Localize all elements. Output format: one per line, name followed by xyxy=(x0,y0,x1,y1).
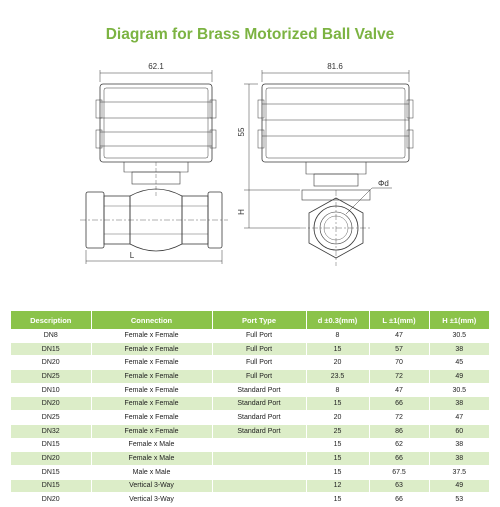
header-port-type: Port Type xyxy=(212,311,306,329)
table-row xyxy=(11,370,489,384)
cell-h: 38 xyxy=(429,397,489,411)
cell-d: 8 xyxy=(306,329,369,342)
cell-port-type: Standard Port xyxy=(212,424,306,438)
cell-description: DN25 xyxy=(11,370,91,384)
cell-d: 23.5 xyxy=(306,370,369,384)
cell-connection: Female x Male xyxy=(91,438,212,452)
cell-description: DN15 xyxy=(11,479,91,493)
table-row xyxy=(11,342,489,356)
header-h: H ±1(mm) xyxy=(429,311,489,329)
front-view xyxy=(80,70,228,264)
cell-l: 57 xyxy=(369,342,429,356)
cell-connection: Female x Female xyxy=(91,370,212,384)
dim-actuator-height: 55 xyxy=(237,127,246,137)
cell-l: 72 xyxy=(369,411,429,425)
cell-port-type: Standard Port xyxy=(212,383,306,397)
cell-connection: Male x Male xyxy=(91,465,212,479)
cell-l: 66 xyxy=(369,493,429,507)
cell-d: 20 xyxy=(306,411,369,425)
cell-connection: Vertical 3-Way xyxy=(91,479,212,493)
table-row xyxy=(11,411,489,425)
dim-front-width: 62.1 xyxy=(148,62,164,71)
spec-table xyxy=(11,311,489,507)
table-row xyxy=(11,329,489,342)
cell-h: 49 xyxy=(429,479,489,493)
cell-l: 67.5 xyxy=(369,465,429,479)
cell-port-type: Standard Port xyxy=(212,397,306,411)
cell-d: 25 xyxy=(306,424,369,438)
cell-description: DN20 xyxy=(11,356,91,370)
cell-connection: Female x Male xyxy=(91,452,212,466)
table-row xyxy=(11,356,489,370)
cell-l: 47 xyxy=(369,383,429,397)
cell-d: 15 xyxy=(306,452,369,466)
cell-connection: Female x Female xyxy=(91,383,212,397)
cell-d: 12 xyxy=(306,479,369,493)
cell-l: 86 xyxy=(369,424,429,438)
page-title: Diagram for Brass Motorized Ball Valve xyxy=(105,26,395,43)
cell-l: 62 xyxy=(369,438,429,452)
cell-connection: Female x Female xyxy=(91,411,212,425)
cell-l: 47 xyxy=(369,329,429,342)
cell-connection: Female x Female xyxy=(91,342,212,356)
cell-port-type: Full Port xyxy=(212,370,306,384)
cell-port-type xyxy=(212,479,306,493)
cell-l: 66 xyxy=(369,397,429,411)
cell-d: 8 xyxy=(306,383,369,397)
cell-l: 72 xyxy=(369,370,429,384)
cell-d: 15 xyxy=(306,465,369,479)
cell-port-type: Standard Port xyxy=(212,411,306,425)
dim-side-width: 81.6 xyxy=(327,62,343,71)
table-row xyxy=(11,479,489,493)
cell-d: 15 xyxy=(306,438,369,452)
cell-port-type: Full Port xyxy=(212,329,306,342)
cell-h: 30.5 xyxy=(429,383,489,397)
header-description: Description xyxy=(11,311,91,329)
cell-connection: Female x Female xyxy=(91,329,212,342)
cell-description: DN15 xyxy=(11,465,91,479)
cell-h: 37.5 xyxy=(429,465,489,479)
cell-connection: Female x Female xyxy=(91,424,212,438)
cell-h: 38 xyxy=(429,452,489,466)
cell-h: 30.5 xyxy=(429,329,489,342)
cell-h: 45 xyxy=(429,356,489,370)
valve-technical-drawing xyxy=(0,48,500,278)
cell-port-type xyxy=(212,452,306,466)
cell-h: 49 xyxy=(429,370,489,384)
cell-description: DN15 xyxy=(11,438,91,452)
cell-port-type xyxy=(212,465,306,479)
table-row xyxy=(11,452,489,466)
cell-connection: Female x Female xyxy=(91,356,212,370)
cell-description: DN20 xyxy=(11,397,91,411)
cell-h: 38 xyxy=(429,438,489,452)
cell-description: DN20 xyxy=(11,452,91,466)
cell-d: 15 xyxy=(306,397,369,411)
cell-h: 47 xyxy=(429,411,489,425)
cell-description: DN10 xyxy=(11,383,91,397)
cell-d: 15 xyxy=(306,493,369,507)
cell-connection: Vertical 3-Way xyxy=(91,493,212,507)
cell-description: DN20 xyxy=(11,493,91,507)
cell-h: 38 xyxy=(429,342,489,356)
table-row xyxy=(11,438,489,452)
side-view xyxy=(244,70,413,266)
dim-height: H xyxy=(237,209,246,215)
cell-description: DN15 xyxy=(11,342,91,356)
cell-description: DN25 xyxy=(11,411,91,425)
cell-h: 53 xyxy=(429,493,489,507)
cell-port-type: Full Port xyxy=(212,356,306,370)
cell-h: 60 xyxy=(429,424,489,438)
cell-connection: Female x Female xyxy=(91,397,212,411)
dim-length: L xyxy=(129,251,135,260)
dim-bore: Φd xyxy=(378,179,389,188)
header-l: L ±1(mm) xyxy=(369,311,429,329)
cell-port-type: Full Port xyxy=(212,342,306,356)
table-row xyxy=(11,383,489,397)
table-row xyxy=(11,424,489,438)
cell-l: 63 xyxy=(369,479,429,493)
cell-d: 20 xyxy=(306,356,369,370)
cell-description: DN32 xyxy=(11,424,91,438)
cell-port-type xyxy=(212,438,306,452)
table-row xyxy=(11,397,489,411)
table-row xyxy=(11,465,489,479)
table-header-row xyxy=(11,311,489,329)
header-connection: Connection xyxy=(91,311,212,329)
cell-l: 66 xyxy=(369,452,429,466)
cell-l: 70 xyxy=(369,356,429,370)
cell-d: 15 xyxy=(306,342,369,356)
header-d: d ±0.3(mm) xyxy=(306,311,369,329)
cell-description: DN8 xyxy=(11,329,91,342)
